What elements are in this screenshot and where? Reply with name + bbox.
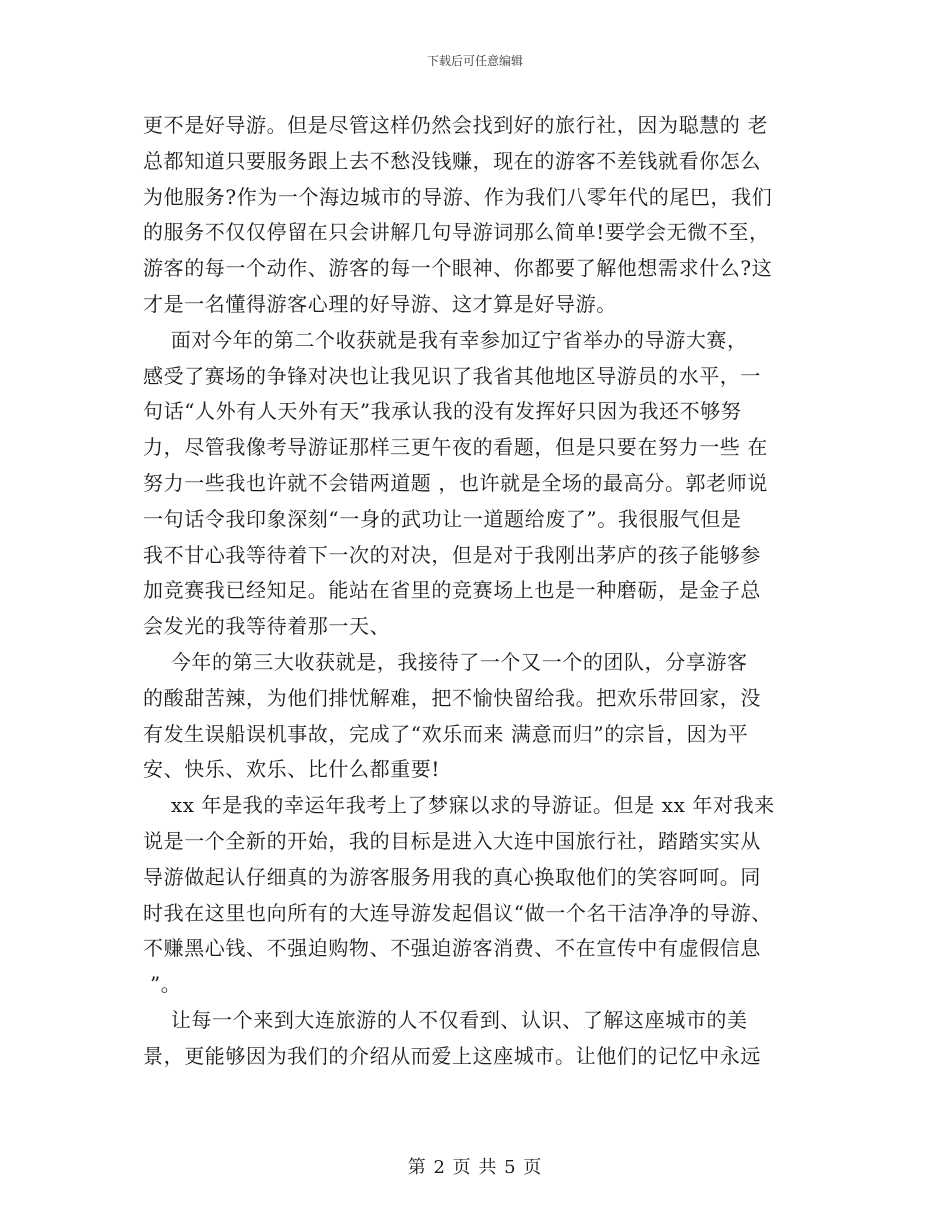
paragraph-3 [143, 645, 808, 788]
text-line: 总都知道只要服务跟上去不愁没钱赚，现在的游客不差钱就看你怎么 [143, 148, 761, 173]
text-line: 加竞赛我已经知足。能站在省里的竞赛场上也是一种磨砺，是金子总 [143, 578, 761, 603]
text-line: 力，尽管我像考导游证那样三更午夜的看题，但是只要在努力一些 在 [143, 435, 768, 460]
document-body [143, 108, 808, 1075]
paragraph-2 [143, 323, 808, 645]
text-line: xx 年是我的幸运年我考上了梦寐以求的导游证。但是 xx 年对我来 [143, 793, 775, 818]
text-line: 让每一个来到大连旅游的人不仅看到、认识、了解这座城市的美 [143, 1007, 748, 1032]
text-line: 会发光的我等待着那一天、 [143, 614, 391, 639]
text-line: 时我在这里也向所有的大连导游发起倡议“做一个名干洁净净的导游、 [143, 900, 772, 925]
page-header: 下载后可任意编辑 [426, 54, 523, 68]
text-line: 的酸甜苦辣，为他们排忧解难，把不愉快留给我。把欢乐带回家，没 [143, 685, 761, 710]
text-line: 感受了赛场的争锋对决也让我见识了我省其他地区导游员的水平，一 [143, 363, 761, 388]
text-line: 更不是好导游。但是尽管这样仍然会找到好的旅行社，因为聪慧的 老 [143, 113, 768, 137]
text-line: 游客的每一个动作、游客的每一个眼神、你都要了解他想需求什么?这 [143, 256, 773, 281]
paragraph-5 [143, 1003, 808, 1075]
text-line: 有发生误船误机事故，完成了“欢乐而来 满意而归”的宗旨，因为平 [143, 721, 749, 746]
text-line: 不赚黑心钱、不强迫购物、不强迫游客消费、不在宣传中有虚假信息 [143, 936, 761, 961]
text-line: 一句话令我印象深刻“一身的武功让一道题给废了”。我很服气但是 [143, 506, 742, 531]
text-line: 安、快乐、欢乐、比什么都重要! [143, 757, 441, 782]
text-line: 今年的第三大收获就是，我接待了一个又一个的团队，分享游客 [143, 649, 748, 674]
text-line: 说是一个全新的开始，我的目标是进入大连中国旅行社，踏踏实实从 [143, 828, 761, 853]
text-line: 景，更能够因为我们的介绍从而爱上这座城市。让他们的记忆中永远 [143, 1043, 761, 1068]
text-line: 句话“人外有人天外有天”我承认我的没有发挥好只因为我还不够努 [143, 399, 742, 424]
text-line: 才是一名懂得游客心理的好导游、这才算是好导游。 [143, 291, 617, 316]
text-line: 面对今年的第二个收获就是我有幸参加辽宁省举办的导游大赛， [143, 327, 748, 352]
text-line: 的服务不仅仅停留在只会讲解几句导游词那么简单!要学会无微不至， [143, 220, 770, 245]
paragraph-4 [143, 788, 808, 1003]
text-line: 导游做起认仔细真的为游客服务用我的真心换取他们的笑容呵呵。同 [143, 864, 761, 889]
text-line: 我不甘心我等待着下一次的对决，但是对于我刚出茅庐的孩子能够参 [143, 542, 761, 567]
text-line: ”。 [143, 972, 182, 997]
text-line: 为他服务?作为一个海边城市的导游、作为我们八零年代的尾巴，我们 [143, 184, 773, 209]
paragraph-1 [143, 108, 808, 323]
text-line: 努力一些我也许就不会错两道题 ，也许就是全场的最高分。郭老师说 [143, 470, 768, 495]
page-number-footer: 第 2 页 共 5 页 [407, 1157, 543, 1178]
